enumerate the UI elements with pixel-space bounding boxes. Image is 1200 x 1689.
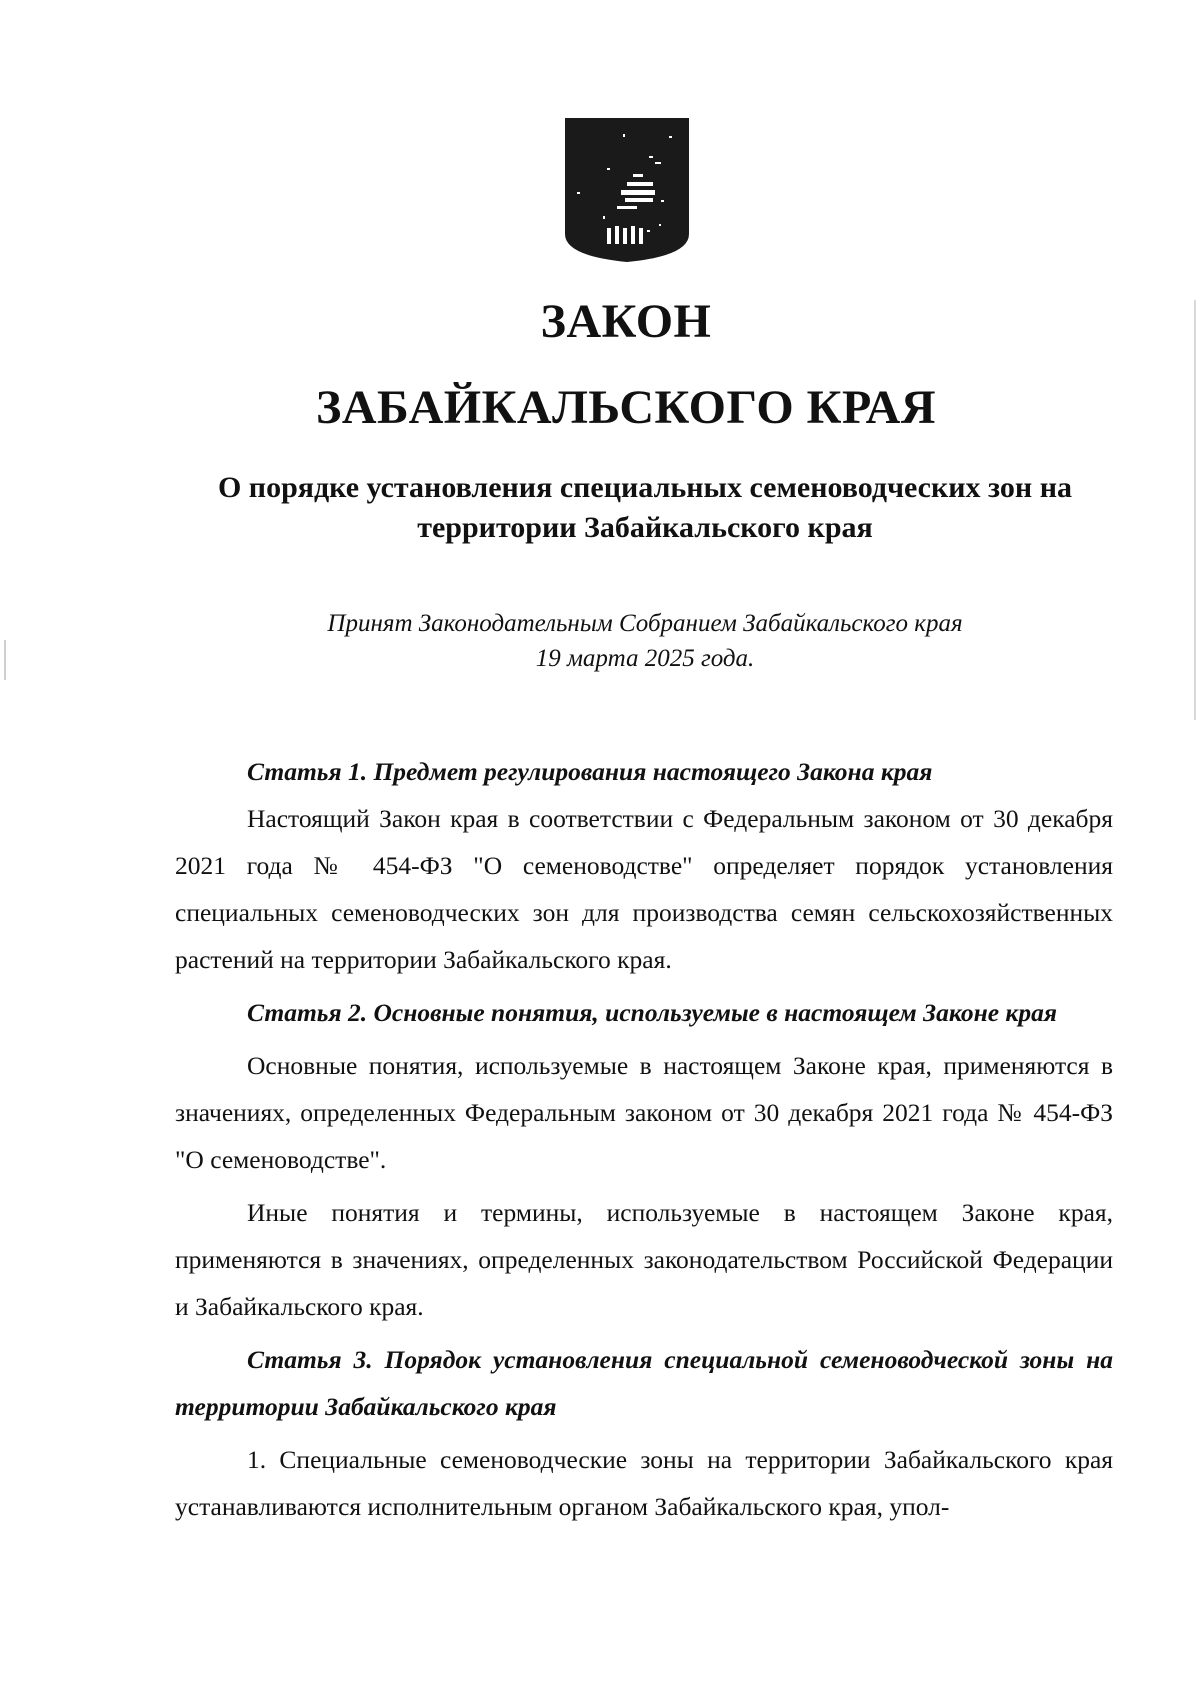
article-3-paragraph-1: 1. Специальные семеноводческие зоны на территории Забайкальского края устанавливаются исполнительным органом Забайкальского края, упол-: [175, 1445, 1113, 1521]
article-3-heading: Статья 3. Порядок установления специальной семеноводческой зоны на территории Забайкальского края: [175, 1345, 1113, 1421]
coat-of-arms-emblem: [563, 116, 691, 264]
scan-edge-artifact: [4, 640, 6, 680]
article-1-heading: Статья 1. Предмет регулирования настоящего Закона края: [247, 757, 933, 786]
document-body: [175, 748, 1113, 1530]
adoption-note-line-2: 19 марта 2025 года.: [535, 645, 755, 672]
law-name: О порядке установления специальных семеноводческих зон на территории Забайкальского края: [217, 471, 1073, 544]
adoption-note: [150, 606, 1140, 676]
document-subtitle: ЗАБАЙКАЛЬСКОГО КРАЯ: [316, 381, 936, 434]
scan-edge-artifact: [1194, 300, 1196, 720]
article-1-paragraph-1: Настоящий Закон края в соответствии с Федеральным законом от 30 декабря 2021 года № 454-ФЗ "О семеноводстве" определяет порядок установления специальных семеноводческих зон для производства семян сельскохозяйственных растений на территории Забайкальского края.: [175, 804, 1113, 974]
article-2-paragraph-1: Основные понятия, используемые в настоящем Законе края, применяются в значениях, определенных Федеральным законом от 30 декабря 2021 года № 454-ФЗ "О семеноводстве".: [175, 1051, 1113, 1174]
article-2-heading: Статья 2. Основные понятия, используемые в настоящем Законе края: [247, 998, 1057, 1027]
article-2-paragraph-2: Иные понятия и термины, используемые в настоящем Законе края, применяются в значениях, определенных законодательством Российской Федерации и Забайкальского края.: [175, 1198, 1113, 1321]
document-title: ЗАКОН: [540, 295, 712, 348]
adoption-note-line-1: Принят Законодательным Собранием Забайкальского края: [327, 610, 963, 637]
